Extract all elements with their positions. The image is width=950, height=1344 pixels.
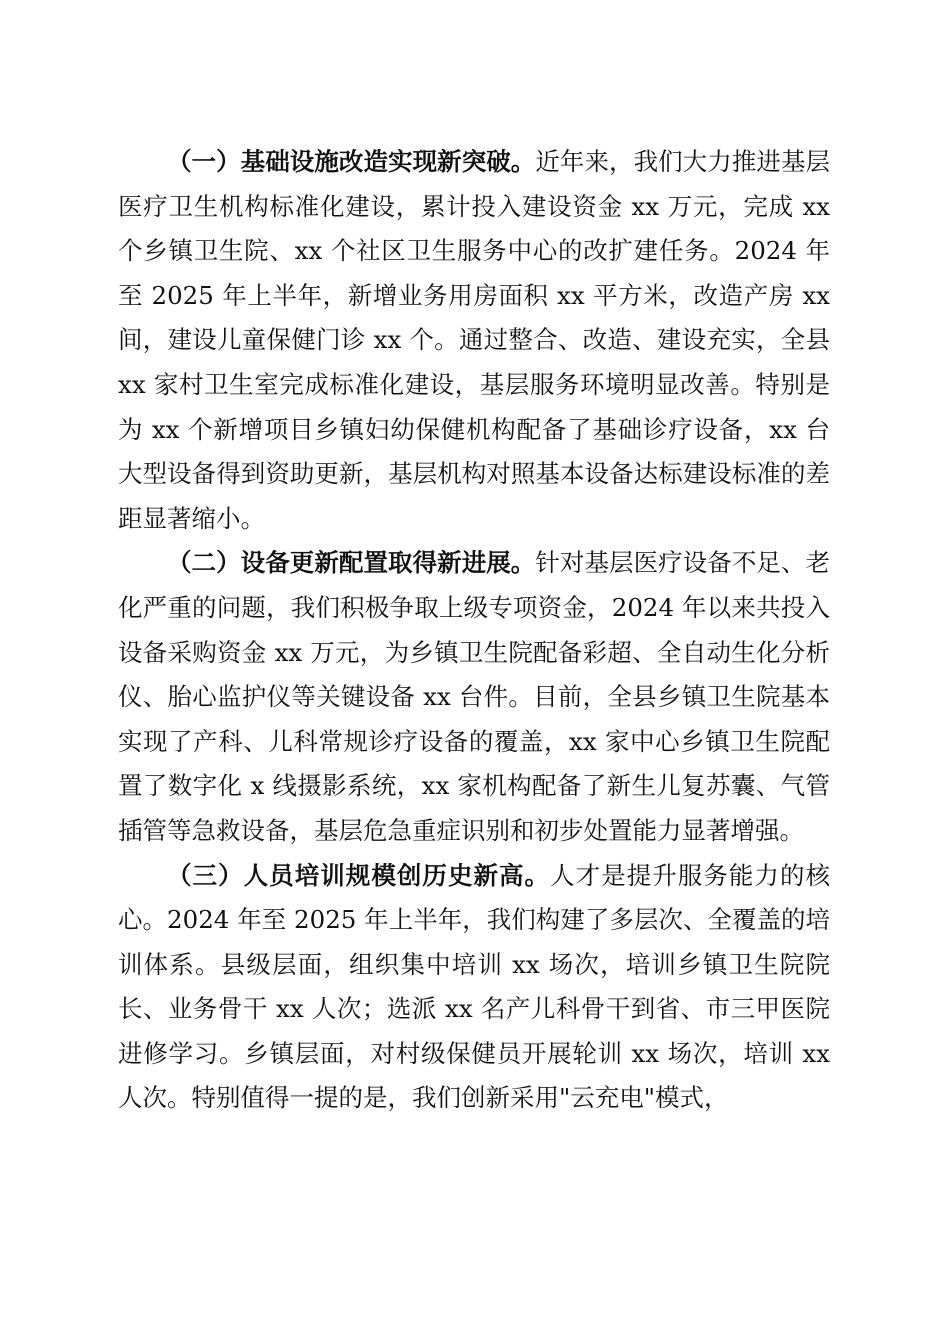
paragraph-infrastructure: [118, 140, 830, 541]
document-body: [118, 140, 830, 1121]
paragraph-heading: （一）基础设施改造实现新突破。: [167, 147, 536, 176]
paragraph-text: 近年来，我们大力推进基层医疗卫生机构标准化建设，累计投入建设资金 xx 万元，完成 xx 个乡镇卫生院、xx 个社区卫生服务中心的改扩建任务。2024 年至 2025 年上半年，新增业务用房面积 xx 平方米，改造产房 xx 间，建设儿童保健门诊 xx 个。通过整合、改造、建设充实，全县 xx 家村卫生室完成标准化建设，基层服务环境明显改善。特别是为 xx 个新增项目乡镇妇幼保健机构配备了基础诊疗设备，xx 台大型设备得到资助更新，基层机构对照基本设备达标建设标准的差距显著缩小。: [118, 147, 831, 533]
paragraph-heading: （三）人员培训规模创历史新高。: [167, 860, 551, 890]
paragraph-text: 人才是提升服务能力的核心。2024 年至 2025 年上半年，我们构建了多层次、全覆盖的培训体系。县级层面，组织集中培训 xx 场次，培训乡镇卫生院院长、业务骨干 xx 人次；选派 xx 名产儿科骨干到省、市三甲医院进修学习。乡镇层面，对村级保健员开展轮训 xx 场次，培训 xx 人次。特别值得一提的是，我们创新采用"云充电"模式，: [118, 860, 831, 1113]
paragraph-equipment: [118, 541, 830, 853]
paragraph-text: 针对基层医疗设备不足、老化严重的问题，我们积极争取上级专项资金，2024 年以来共投入设备采购资金 xx 万元，为乡镇卫生院配备彩超、全自动生化分析仪、胎心监护仪等关键设备 xx 台件。目前，全县乡镇卫生院基本实现了产科、儿科常规诊疗设备的覆盖，xx 家中心乡镇卫生院配置了数字化 x 线摄影系统，xx 家机构配备了新生儿复苏囊、气管插管等急救设备，基层危急重症识别和初步处置能力显著增强。: [118, 548, 831, 845]
paragraph-training: [118, 854, 830, 1122]
paragraph-heading: （二）设备更新配置取得新进展。: [167, 548, 536, 578]
